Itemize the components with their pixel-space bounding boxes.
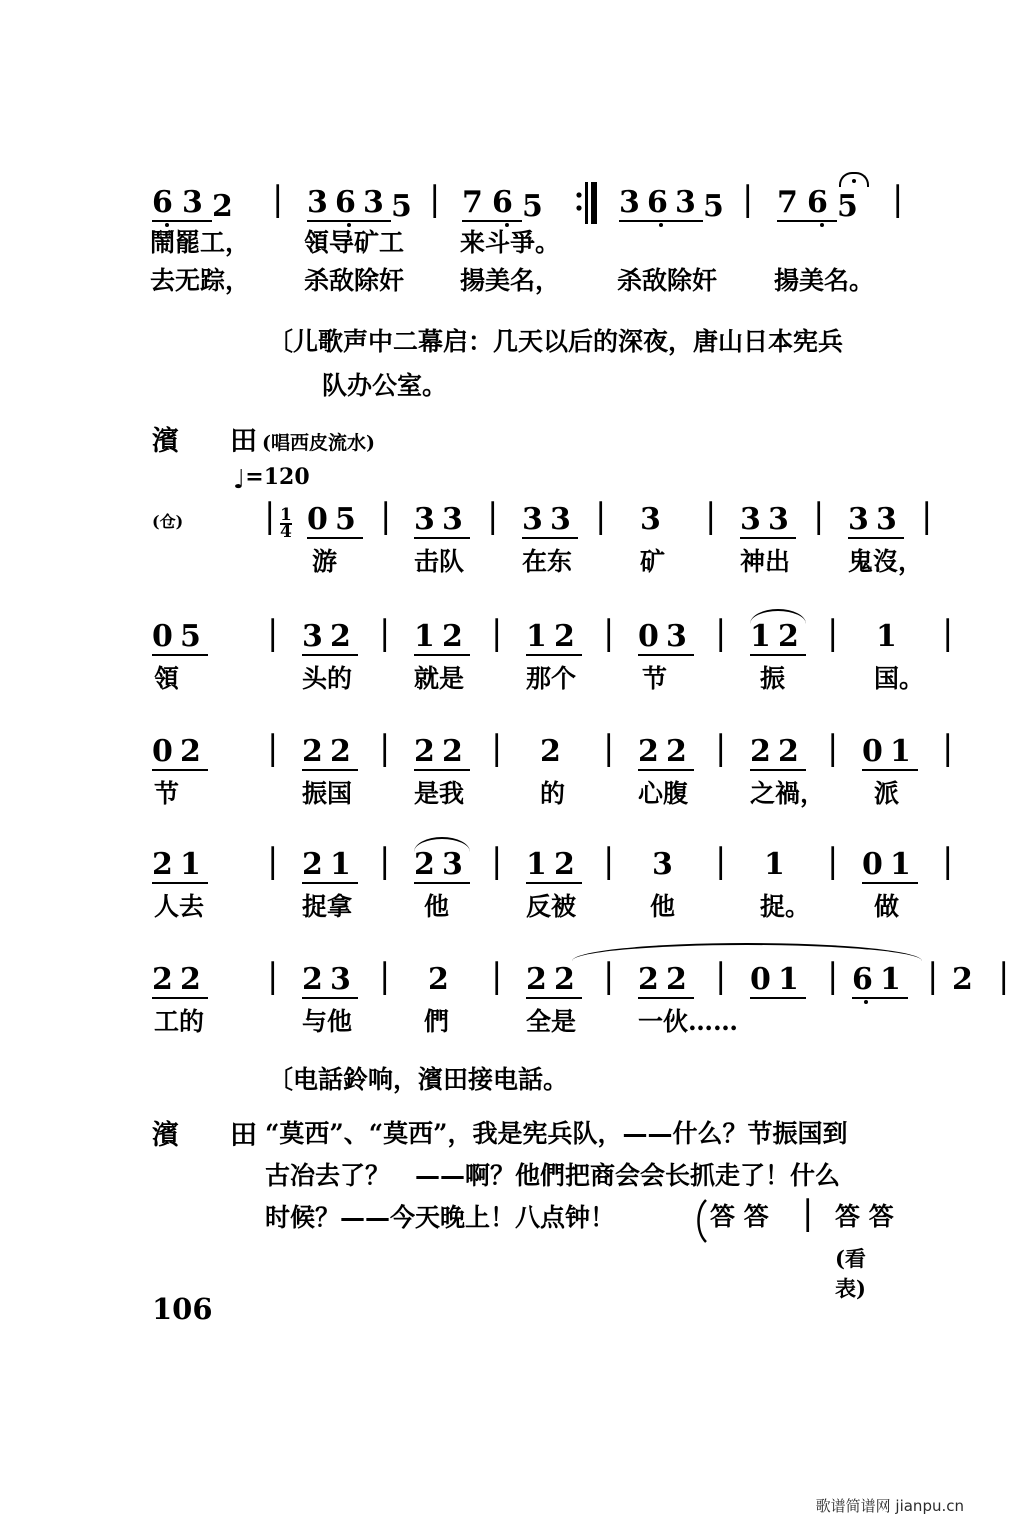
lyric: 杀敌除奸 bbox=[617, 266, 718, 295]
note: 6 bbox=[152, 188, 182, 222]
barline: | bbox=[892, 179, 904, 219]
note: 3 bbox=[442, 850, 470, 884]
note: 1 bbox=[526, 622, 554, 656]
lyric: 振 bbox=[760, 664, 786, 693]
measure bbox=[764, 847, 792, 882]
note: 1 bbox=[526, 850, 554, 884]
barline: | bbox=[705, 496, 717, 536]
note: 2 bbox=[540, 734, 561, 769]
measure-2 bbox=[307, 185, 419, 224]
lyric: 节 bbox=[642, 664, 668, 693]
barline: | bbox=[491, 613, 503, 653]
barline: | bbox=[827, 841, 839, 881]
lyric: 人去 bbox=[154, 892, 205, 921]
note: 2 bbox=[302, 850, 330, 884]
note: 0 bbox=[152, 737, 180, 771]
note: 5 bbox=[522, 189, 543, 224]
note: 6 bbox=[852, 965, 880, 999]
note: 1 bbox=[778, 965, 806, 999]
note: 3 bbox=[740, 505, 768, 539]
barline: | bbox=[921, 496, 933, 536]
page-number: 106 bbox=[152, 1292, 213, 1326]
note: 3 bbox=[640, 502, 661, 537]
note: 1 bbox=[180, 850, 208, 884]
lyric: 的 bbox=[540, 779, 566, 808]
measure bbox=[750, 734, 806, 771]
measure bbox=[302, 847, 358, 884]
note: 5 bbox=[703, 189, 724, 224]
note: 5 bbox=[335, 505, 363, 539]
note: 0 bbox=[152, 622, 180, 656]
lyric: 国。 bbox=[874, 664, 925, 693]
measure-5 bbox=[777, 185, 867, 224]
lyric: 反被 bbox=[526, 892, 577, 921]
percussion-syllables-2: 答 答 bbox=[835, 1202, 894, 1231]
note: 0 bbox=[750, 965, 778, 999]
barline: | bbox=[827, 728, 839, 768]
barline: | bbox=[942, 841, 954, 881]
lyric: 揚美名， bbox=[460, 266, 561, 295]
note: 2 bbox=[414, 737, 442, 771]
note: 3 bbox=[550, 505, 578, 539]
singing-style: (唱西皮流水) bbox=[262, 432, 375, 454]
dialogue-speaker: 濱 田 bbox=[152, 1120, 269, 1151]
tempo-marking bbox=[233, 465, 310, 495]
note: 2 bbox=[428, 962, 449, 997]
lyric: 一伙…… bbox=[638, 1007, 739, 1036]
note: 2 bbox=[442, 737, 470, 771]
note: 2 bbox=[152, 965, 180, 999]
note: 6 bbox=[647, 188, 675, 222]
barline: | bbox=[267, 956, 279, 996]
barline: | bbox=[272, 179, 284, 219]
barline: | bbox=[603, 613, 615, 653]
barline: | bbox=[603, 728, 615, 768]
measure bbox=[152, 619, 208, 656]
note: 1 bbox=[890, 737, 918, 771]
lyric: 們 bbox=[424, 1007, 450, 1036]
long-tie-icon bbox=[572, 943, 922, 961]
barline: | bbox=[942, 728, 954, 768]
barline: | bbox=[927, 956, 939, 996]
note: 2 bbox=[554, 850, 582, 884]
dialogue-line-3: 时候？——今天晚上！八点钟！ bbox=[265, 1203, 616, 1232]
note: 2 bbox=[442, 622, 470, 656]
barline: | bbox=[715, 728, 727, 768]
lyric: 他 bbox=[650, 892, 676, 921]
measure bbox=[638, 619, 694, 656]
barline: | bbox=[429, 179, 441, 219]
barline: | bbox=[379, 613, 391, 653]
note: 3 bbox=[619, 188, 647, 222]
note: 3 bbox=[675, 188, 703, 222]
barline: | bbox=[742, 179, 754, 219]
note: 6 bbox=[335, 188, 363, 222]
barline: | bbox=[379, 728, 391, 768]
slur-icon bbox=[750, 609, 806, 624]
measure bbox=[414, 619, 470, 656]
lyric: 心腹 bbox=[638, 779, 689, 808]
measure bbox=[852, 962, 908, 999]
note: 2 bbox=[952, 962, 973, 997]
barline: | bbox=[595, 496, 607, 536]
note: 2 bbox=[554, 965, 582, 999]
barline: | bbox=[379, 956, 391, 996]
note: 2 bbox=[750, 737, 778, 771]
measure-1 bbox=[152, 185, 242, 224]
note: 2 bbox=[414, 850, 442, 884]
percussion-syllables-1: 答 答 bbox=[710, 1202, 769, 1231]
note: 3 bbox=[666, 622, 694, 656]
lyric: 領 bbox=[154, 664, 180, 693]
lyric: 是我 bbox=[414, 779, 465, 808]
barline: | bbox=[715, 841, 727, 881]
note: 2 bbox=[666, 965, 694, 999]
lyric: 之禍， bbox=[750, 779, 826, 808]
barline: | bbox=[827, 956, 839, 996]
note: 5 bbox=[391, 189, 412, 224]
measure bbox=[152, 734, 208, 771]
lyric: 与他 bbox=[302, 1007, 353, 1036]
lyric: 神出 bbox=[740, 547, 791, 576]
lyric: 头的 bbox=[302, 664, 353, 693]
measure bbox=[862, 734, 918, 771]
note: 6 bbox=[807, 188, 837, 222]
note: 2 bbox=[180, 965, 208, 999]
note: 2 bbox=[554, 622, 582, 656]
measure bbox=[848, 502, 904, 539]
measure bbox=[876, 619, 904, 654]
note: 1 bbox=[876, 619, 897, 654]
lyric: 捉拿 bbox=[302, 892, 353, 921]
barline: | bbox=[715, 956, 727, 996]
lyric: 鬧罷工， bbox=[150, 228, 251, 257]
measure bbox=[740, 502, 796, 539]
measure bbox=[414, 734, 470, 771]
lyric: 振国 bbox=[302, 779, 353, 808]
percussion-note: (看表) bbox=[835, 1246, 866, 1301]
measure-4 bbox=[619, 185, 731, 224]
lyric: 去无踪， bbox=[150, 266, 251, 295]
note: 2 bbox=[526, 965, 554, 999]
barline: | bbox=[264, 496, 276, 536]
note: 2 bbox=[302, 965, 330, 999]
measure bbox=[750, 962, 806, 999]
stage-direction-1-line-1: 〔儿歌声中二幕启：几天以后的深夜，唐山日本宪兵 bbox=[268, 327, 844, 356]
barline: | bbox=[267, 613, 279, 653]
quarter-note-icon: ♩ bbox=[233, 465, 246, 495]
lyric: 来斗爭。 bbox=[460, 228, 561, 257]
note: 2 bbox=[638, 965, 666, 999]
note: 3 bbox=[414, 505, 442, 539]
role-name: 濱 田 bbox=[152, 426, 269, 457]
note: 1 bbox=[330, 850, 358, 884]
measure bbox=[652, 847, 680, 882]
lyric: 揚美名。 bbox=[774, 266, 875, 295]
note: 2 bbox=[778, 622, 806, 656]
stage-direction-2: 〔电話鈴响，濱田接电話。 bbox=[268, 1065, 569, 1094]
note: 2 bbox=[666, 737, 694, 771]
note: 1 bbox=[764, 847, 785, 882]
note: 0 bbox=[862, 850, 890, 884]
note: 0 bbox=[307, 505, 335, 539]
note: 1 bbox=[414, 622, 442, 656]
measure bbox=[862, 847, 918, 884]
measure bbox=[952, 962, 980, 997]
barline: | bbox=[942, 613, 954, 653]
barline: | bbox=[491, 956, 503, 996]
barline: | bbox=[827, 613, 839, 653]
tempo-value: =120 bbox=[245, 464, 310, 490]
lyric: 鬼沒， bbox=[848, 547, 924, 576]
measure bbox=[302, 962, 358, 999]
note: 2 bbox=[778, 737, 806, 771]
measure bbox=[638, 734, 694, 771]
measure bbox=[750, 619, 806, 656]
barline: | bbox=[491, 841, 503, 881]
note: 3 bbox=[442, 505, 470, 539]
lyric: 工的 bbox=[154, 1007, 205, 1036]
note: 0 bbox=[862, 737, 890, 771]
lyric: 他 bbox=[424, 892, 450, 921]
note: 3 bbox=[652, 847, 673, 882]
measure bbox=[302, 734, 358, 771]
stage-direction-1-line-2: 队办公室。 bbox=[322, 371, 448, 400]
note: 2 bbox=[152, 850, 180, 884]
barline: | bbox=[379, 841, 391, 881]
cue-label: (仓) bbox=[152, 512, 184, 531]
dialogue-line-2: 古冶去了？ ——啊？他們把商会会长抓走了！什么 bbox=[265, 1161, 841, 1190]
measure bbox=[526, 847, 582, 884]
slur-icon bbox=[414, 837, 470, 852]
lyric: 击队 bbox=[414, 547, 465, 576]
note: 2 bbox=[212, 189, 233, 224]
measure bbox=[152, 847, 208, 884]
lyric: 就是 bbox=[414, 664, 465, 693]
note: 2 bbox=[638, 737, 666, 771]
measure bbox=[302, 619, 358, 656]
note: 3 bbox=[768, 505, 796, 539]
note: 1 bbox=[750, 622, 778, 656]
measure bbox=[638, 962, 694, 999]
note: 3 bbox=[302, 622, 330, 656]
note: 1 bbox=[880, 965, 908, 999]
lyric: 全是 bbox=[526, 1007, 577, 1036]
note: 3 bbox=[182, 188, 212, 222]
lyric: 捉。 bbox=[760, 892, 811, 921]
note: 2 bbox=[330, 737, 358, 771]
measure bbox=[152, 962, 208, 999]
barline: | bbox=[715, 613, 727, 653]
measure bbox=[640, 502, 668, 537]
lyric: 在东 bbox=[522, 547, 573, 576]
note: 3 bbox=[363, 188, 391, 222]
barline: | bbox=[802, 1193, 814, 1233]
note: 5 bbox=[837, 192, 867, 222]
measure bbox=[307, 502, 363, 539]
note: 6 bbox=[492, 188, 522, 222]
note: 3 bbox=[330, 965, 358, 999]
note: 0 bbox=[638, 622, 666, 656]
note: 5 bbox=[180, 622, 208, 656]
fermata-icon bbox=[839, 172, 869, 187]
meter-numerator: 1 bbox=[280, 505, 292, 525]
lyric: 做 bbox=[874, 892, 900, 921]
meter-denominator: 4 bbox=[280, 522, 292, 542]
note: 2 bbox=[302, 737, 330, 771]
note: 3 bbox=[876, 505, 904, 539]
measure bbox=[522, 502, 578, 539]
lyric: 杀敌除奸 bbox=[304, 266, 405, 295]
note: 3 bbox=[848, 505, 876, 539]
measure bbox=[540, 734, 568, 769]
lyric: 矿 bbox=[640, 547, 666, 576]
note: 1 bbox=[890, 850, 918, 884]
lyric: 那个 bbox=[526, 664, 577, 693]
lyric: 領导矿工 bbox=[304, 228, 405, 257]
measure bbox=[414, 847, 470, 884]
note: 3 bbox=[522, 505, 550, 539]
barline: | bbox=[603, 841, 615, 881]
measure bbox=[526, 962, 582, 999]
lyric: 游 bbox=[312, 547, 338, 576]
note: 7 bbox=[462, 188, 492, 222]
repeat-barline bbox=[575, 182, 599, 228]
barline: | bbox=[813, 496, 825, 536]
measure bbox=[414, 502, 470, 539]
note: 2 bbox=[330, 622, 358, 656]
barline: | bbox=[487, 496, 499, 536]
barline: | bbox=[380, 496, 392, 536]
barline: | bbox=[491, 728, 503, 768]
dialogue-line-1: “莫西”、“莫西”，我是宪兵队，——什么？节振国到 bbox=[265, 1119, 848, 1148]
lyric: 节 bbox=[154, 779, 180, 808]
final-barline: | bbox=[998, 956, 1009, 996]
measure-3 bbox=[462, 185, 552, 224]
lyric: 派 bbox=[874, 779, 900, 808]
note: 7 bbox=[777, 188, 807, 222]
barline: | bbox=[603, 956, 615, 996]
note: 3 bbox=[307, 188, 335, 222]
barline: | bbox=[267, 728, 279, 768]
note: 2 bbox=[180, 737, 208, 771]
open-paren-icon bbox=[690, 1198, 710, 1244]
barline: | bbox=[267, 841, 279, 881]
measure bbox=[526, 619, 582, 656]
measure bbox=[428, 962, 456, 997]
site-watermark: 歌谱简谱网 jianpu.cn bbox=[815, 1497, 964, 1515]
time-signature bbox=[280, 505, 292, 542]
